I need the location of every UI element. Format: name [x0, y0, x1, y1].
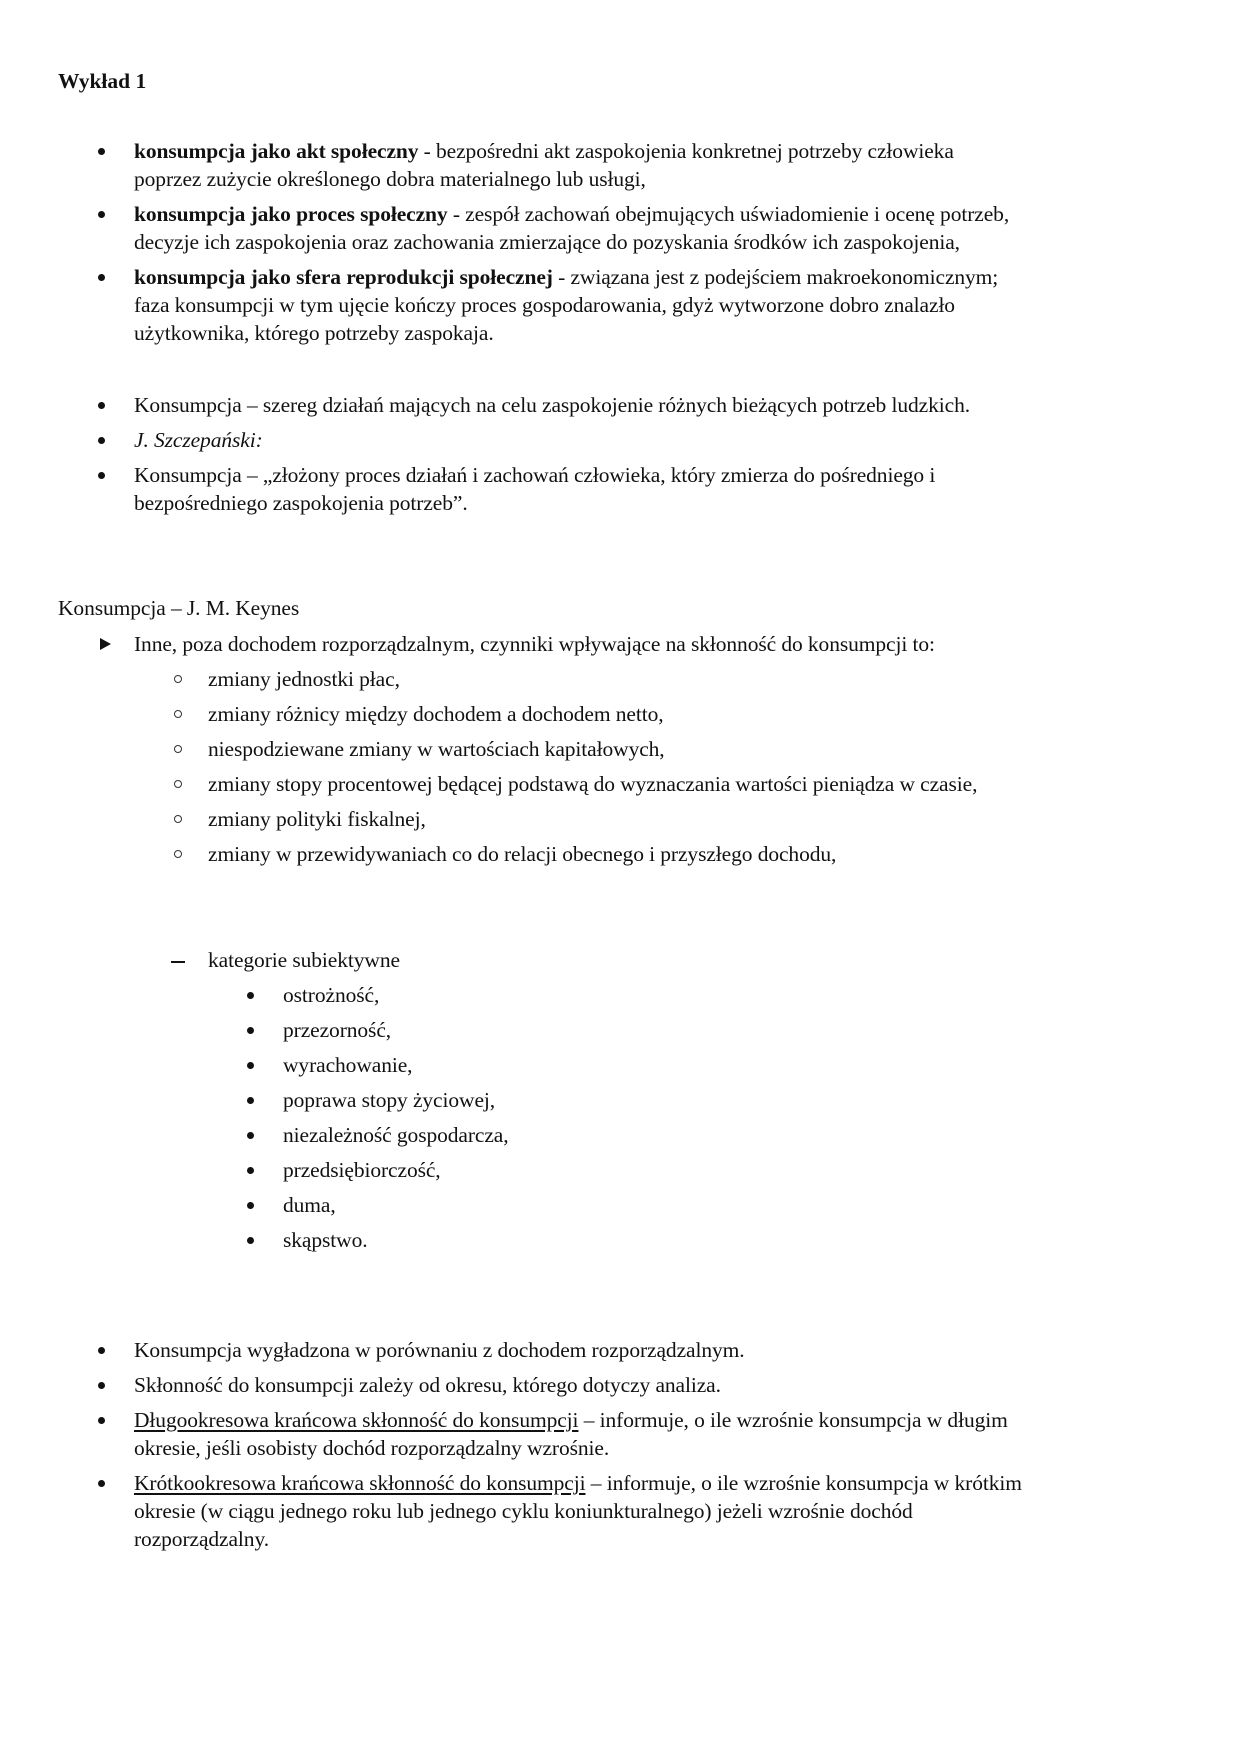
bullet-icon: [247, 992, 254, 999]
circle-bullet-icon: [174, 710, 182, 718]
circle-bullet-icon: [174, 745, 182, 753]
bullet-icon: [98, 1347, 105, 1354]
definition-text-line: użytkownika, którego potrzeby zaspokaja.: [134, 321, 494, 345]
list-item: Konsumpcja – szereg działań mających na celu zaspokojenie różnych bieżących potrzeb ludzkich.: [134, 393, 970, 417]
definition-text: - zespół zachowań obejmujących uświadomienie i ocenę potrzeb,: [447, 202, 1010, 226]
quote-line: bezpośredniego zaspokojenia potrzeb”.: [134, 491, 468, 515]
bullet-icon: [98, 472, 105, 479]
bullet-icon: [98, 1417, 105, 1424]
definition-text: – informuje, o ile wzrośnie konsumpcja w krótkim: [585, 1471, 1022, 1495]
document-title: Wykład 1: [58, 69, 147, 93]
definition-text: - związana jest z podejściem makroekonomicznym;: [552, 265, 999, 289]
factor-item: zmiany stopy procentowej będącej podstawą do wyznaczania wartości pieniądza w czasie,: [208, 772, 978, 796]
bullet-icon: [98, 211, 105, 218]
definition-item-2: [134, 200, 1009, 228]
subjective-item: duma,: [283, 1193, 336, 1217]
factor-item: niespodziewane zmiany w wartościach kapitałowych,: [208, 737, 665, 761]
factor-item: zmiany jednostki płac,: [208, 667, 400, 691]
subjective-item: przezorność,: [283, 1018, 392, 1042]
dash-bullet-icon: [171, 961, 185, 963]
bullet-icon: [247, 1132, 254, 1139]
definition-text-line: faza konsumpcji w tym ujęcie kończy proces gospodarowania, gdyż wytworzone dobro znalazło: [134, 293, 955, 317]
bullet-icon: [247, 1202, 254, 1209]
definition-term: konsumpcja jako sfera reprodukcji społecznej: [134, 265, 553, 289]
bullet-icon: [98, 1382, 105, 1389]
definition-text-line: poprzez zużycie określonego dobra materialnego lub usługi,: [134, 167, 646, 191]
short-term-mpc-item: [134, 1469, 1022, 1497]
subjective-heading: kategorie subiektywne: [208, 948, 400, 972]
definition-text-line: decyzje ich zaspokojenia oraz zachowania zmierzające do pozyskania środków ich zaspokojenia,: [134, 230, 960, 254]
short-term-mpc-term: Krótkookresowa krańcowa skłonność do konsumpcji: [134, 1471, 586, 1495]
section-heading: Konsumpcja – J. M. Keynes: [58, 596, 300, 620]
subjective-item: poprawa stopy życiowej,: [283, 1088, 496, 1112]
circle-bullet-icon: [174, 815, 182, 823]
factor-item: zmiany w przewidywaniach co do relacji obecnego i przyszłego dochodu,: [208, 842, 837, 866]
definition-term: konsumpcja jako proces społeczny: [134, 202, 448, 226]
bullet-icon: [247, 1027, 254, 1034]
list-item: Skłonność do konsumpcji zależy od okresu, którego dotyczy analiza.: [134, 1373, 721, 1397]
circle-bullet-icon: [174, 780, 182, 788]
subjective-item: wyrachowanie,: [283, 1053, 413, 1077]
long-term-mpc-item: [134, 1406, 1008, 1434]
factor-item: zmiany różnicy między dochodem a dochodem netto,: [208, 702, 664, 726]
bullet-icon: [98, 148, 105, 155]
bullet-icon: [98, 274, 105, 281]
bullet-icon: [247, 1062, 254, 1069]
bullet-icon: [98, 437, 105, 444]
bullet-icon: [98, 402, 105, 409]
factors-lead: Inne, poza dochodem rozporządzalnym, czynniki wpływające na skłonność do konsumpcji to:: [134, 632, 935, 656]
subjective-item: przedsiębiorczość,: [283, 1158, 441, 1182]
circle-bullet-icon: [174, 675, 182, 683]
long-term-mpc-term: Długookresowa krańcowa skłonność do konsumpcji: [134, 1408, 579, 1432]
bullet-icon: [247, 1237, 254, 1244]
subjective-item: skąpstwo.: [283, 1228, 368, 1252]
definition-text-line: okresie, jeśli osobisty dochód rozporządzalny wzrośnie.: [134, 1436, 610, 1460]
factor-item: zmiany polityki fiskalnej,: [208, 807, 426, 831]
definition-text-line: rozporządzalny.: [134, 1527, 269, 1551]
bullet-icon: [247, 1097, 254, 1104]
bullet-icon: [247, 1167, 254, 1174]
bullet-icon: [98, 1480, 105, 1487]
list-item: Konsumpcja wygładzona w porównaniu z dochodem rozporządzalnym.: [134, 1338, 745, 1362]
definition-term: konsumpcja jako akt społeczny: [134, 139, 419, 163]
definition-text-line: okresie (w ciągu jednego roku lub jednego cyklu koniunkturalnego) jeżeli wzrośnie dochód: [134, 1499, 913, 1523]
triangle-bullet-icon: [100, 638, 111, 650]
subjective-item: niezależność gospodarcza,: [283, 1123, 509, 1147]
circle-bullet-icon: [174, 850, 182, 858]
author-name: J. Szczepański:: [134, 428, 263, 452]
quote-line: Konsumpcja – „złożony proces działań i zachowań człowieka, który zmierza do pośredniego i: [134, 463, 936, 487]
definition-text: – informuje, o ile wzrośnie konsumpcja w długim: [578, 1408, 1008, 1432]
subjective-item: ostrożność,: [283, 983, 380, 1007]
definition-item-3: [134, 263, 998, 291]
definition-text: - bezpośredni akt zaspokojenia konkretnej potrzeby człowieka: [418, 139, 954, 163]
definition-item-1: [134, 137, 954, 165]
